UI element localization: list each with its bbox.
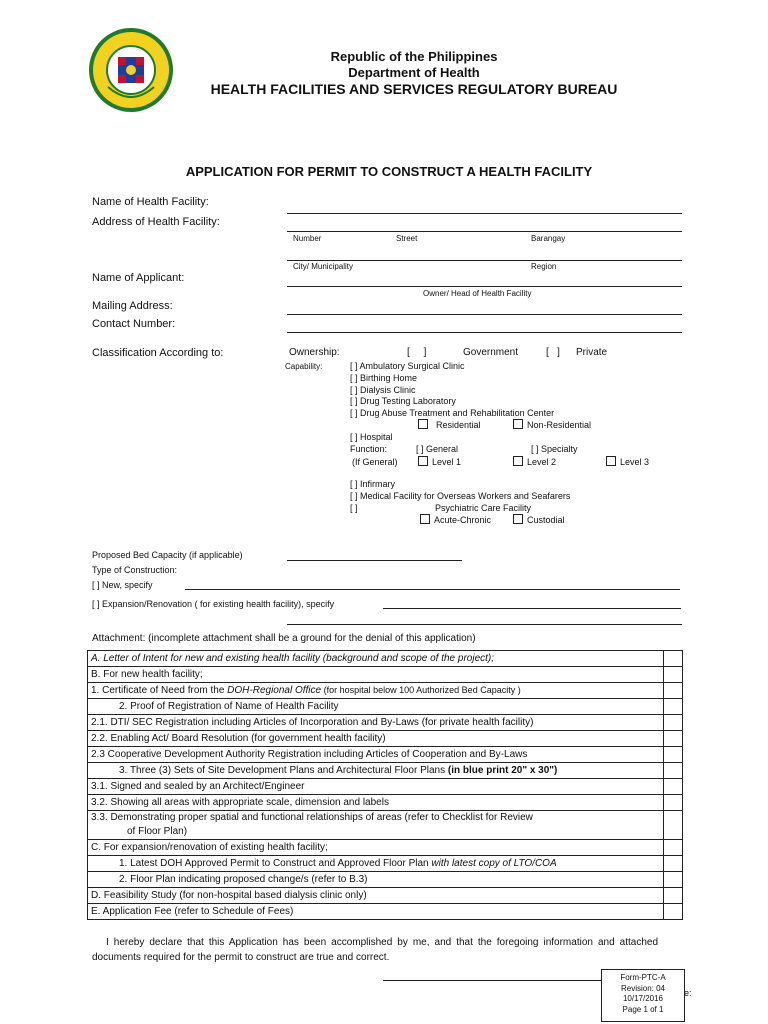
ownership-government-bracket[interactable]: [ ] <box>407 347 427 358</box>
attachments-table <box>87 650 683 920</box>
c1-text: 1. Latest DOH Approved Permit to Construct and Approved Floor Plan <box>119 858 432 869</box>
option-psych-bracket[interactable]: [ ] <box>350 503 358 513</box>
attachment-e: E. Application Fee (refer to Schedule of Fees) <box>88 904 664 920</box>
checkbox-cell[interactable] <box>664 904 683 920</box>
table-row <box>88 840 683 856</box>
option-residential[interactable] <box>418 419 481 430</box>
b33-line-1: 3.3. Demonstrating proper spatial and functional relationships of areas (refer to Checklist for Review <box>91 812 533 823</box>
table-row <box>88 888 683 904</box>
checkbox-cell[interactable] <box>664 683 683 699</box>
table-row <box>88 651 683 667</box>
checkbox-cell[interactable] <box>664 888 683 904</box>
signature-suffix: e: <box>684 988 692 998</box>
checkbox-cell[interactable] <box>664 651 683 667</box>
option-custodial[interactable] <box>513 514 565 525</box>
attachment-b1 <box>88 683 664 699</box>
new-specify-line[interactable] <box>185 589 680 590</box>
label-if-general: (If General) <box>352 457 398 467</box>
attachment-a: A. Letter of Intent for new and existing health facility (background and scope of the project); <box>88 651 664 667</box>
attachment-c: C. For expansion/renovation of existing health facility; <box>88 840 664 856</box>
level-2-checkbox[interactable] <box>513 456 523 466</box>
attachment-c1 <box>88 856 664 872</box>
option-level-3[interactable] <box>606 456 649 467</box>
label-psych: Psychiatric Care Facility <box>435 503 532 513</box>
b3-text: 3. Three (3) Sets of Site Development Plans and Architectural Floor Plans <box>119 765 448 776</box>
expansion-specify-line[interactable] <box>383 608 681 609</box>
address-line-2[interactable] <box>287 260 682 261</box>
option-ofw-facility[interactable]: [ ] Medical Facility for Overseas Workers and Seafarers <box>350 491 571 501</box>
level-1-checkbox[interactable] <box>418 456 428 466</box>
label-classification: Classification According to: <box>92 347 224 359</box>
checkbox-cell[interactable] <box>664 747 683 763</box>
table-row <box>88 699 683 715</box>
option-new[interactable]: [ ] New, specify <box>92 580 153 590</box>
option-birthing[interactable]: [ ] Birthing Home <box>350 373 418 383</box>
attachment-c2: 2. Floor Plan indicating proposed change/s (refer to B.3) <box>88 872 664 888</box>
level-1-label: Level 1 <box>432 457 462 467</box>
label-applicant: Name of Applicant: <box>92 272 185 284</box>
option-infirmary[interactable]: [ ] Infirmary <box>350 479 396 489</box>
table-row <box>88 856 683 872</box>
checkbox-cell[interactable] <box>664 779 683 795</box>
ownership-private-bracket[interactable]: [ ] <box>546 347 560 358</box>
table-row <box>88 811 683 840</box>
applicant-line[interactable] <box>287 286 682 287</box>
table-row <box>88 683 683 699</box>
form-code: Form-PTC-A <box>620 973 666 982</box>
signature-line[interactable] <box>383 980 601 981</box>
table-row <box>88 795 683 811</box>
level-2-label: Level 2 <box>527 457 557 467</box>
header-bureau: HEALTH FACILITIES AND SERVICES REGULATORY BUREAU <box>210 81 618 97</box>
checkbox-cell[interactable] <box>664 699 683 715</box>
label-bed-capacity: Proposed Bed Capacity (if applicable) <box>92 550 243 560</box>
form-title: APPLICATION FOR PERMIT TO CONSTRUCT A HEALTH FACILITY <box>185 164 593 179</box>
residential-checkbox[interactable] <box>418 419 428 429</box>
form-info-box <box>601 969 685 1022</box>
attachment-b22: 2.2. Enabling Act/ Board Resolution (for government health facility) <box>88 731 664 747</box>
attachment-b33 <box>88 811 664 840</box>
caption-street: Street <box>396 234 418 243</box>
mailing-line[interactable] <box>287 314 682 315</box>
header-department: Department of Health <box>348 65 480 80</box>
label-contact: Contact Number: <box>92 318 176 330</box>
non-residential-checkbox[interactable] <box>513 419 523 429</box>
caption-city: City/ Municipality <box>293 262 354 271</box>
ownership-private-label: Private <box>576 347 608 358</box>
caption-number: Number <box>293 234 322 243</box>
table-row <box>88 731 683 747</box>
option-level-1[interactable] <box>418 456 461 467</box>
option-non-residential[interactable] <box>513 419 591 430</box>
c1-italic: with latest copy of LTO/COA <box>431 858 557 869</box>
custodial-checkbox[interactable] <box>513 514 523 524</box>
option-acute-chronic[interactable] <box>420 514 491 525</box>
non-residential-label: Non-Residential <box>527 420 592 430</box>
table-row <box>88 904 683 920</box>
b3-bold: (in blue print 20" x 30") <box>447 765 558 776</box>
b1-text: 1. Certificate of Need from the <box>91 685 228 696</box>
table-row <box>88 779 683 795</box>
attachment-b23: 2.3 Cooperative Development Authority Registration including Articles of Cooperation and By-Laws <box>88 747 664 763</box>
contact-line[interactable] <box>287 332 682 333</box>
header-republic: Republic of the Philippines <box>330 49 498 64</box>
attachment-b32: 3.2. Showing all areas with appropriate scale, dimension and labels <box>88 795 664 811</box>
expansion-specify-line-2[interactable] <box>287 624 682 625</box>
attachment-header: Attachment: (incomplete attachment shall be a ground for the denial of this application) <box>92 633 476 644</box>
option-drug-abuse[interactable]: [ ] Drug Abuse Treatment and Rehabilitation Center <box>350 408 555 418</box>
option-general[interactable]: [ ] General <box>416 444 459 454</box>
b1-italic: DOH-Regional Office <box>227 685 322 696</box>
label-ownership: Ownership: <box>289 347 340 358</box>
form-date: 10/17/2016 <box>622 994 664 1003</box>
acute-chronic-checkbox[interactable] <box>420 514 430 524</box>
attachment-b31: 3.1. Signed and sealed by an Architect/Engineer <box>88 779 664 795</box>
table-row <box>88 872 683 888</box>
checkbox-cell[interactable] <box>664 667 683 683</box>
option-ambulatory[interactable]: [ ] Ambulatory Surgical Clinic <box>350 361 465 371</box>
label-mailing: Mailing Address: <box>92 300 173 312</box>
caption-barangay: Barangay <box>531 234 566 243</box>
checkbox-cell[interactable] <box>664 840 683 856</box>
option-expansion[interactable]: [ ] Expansion/Renovation ( for existing health facility), specify <box>92 599 335 609</box>
attachment-d: D. Feasibility Study (for non-hospital based dialysis clinic only) <box>88 888 664 904</box>
checkbox-cell[interactable] <box>664 795 683 811</box>
caption-owner: Owner/ Head of Health Facility <box>423 289 532 298</box>
label-facility-name: Name of Health Facility: <box>92 196 209 208</box>
checkbox-cell[interactable] <box>664 872 683 888</box>
bed-capacity-line[interactable] <box>287 560 462 561</box>
table-row <box>88 667 683 683</box>
label-capability: Capability: <box>285 362 323 371</box>
acute-chronic-label: Acute-Chronic <box>434 515 492 525</box>
form-page: Page 1 of 1 <box>622 1004 664 1014</box>
option-dialysis[interactable]: [ ] Dialysis Clinic <box>350 385 416 395</box>
checkbox-cell[interactable] <box>664 763 683 779</box>
label-construction-type: Type of Construction: <box>92 565 178 575</box>
address-line-1[interactable] <box>287 231 682 232</box>
level-3-checkbox[interactable] <box>606 456 616 466</box>
b33-line-2: of Floor Plan) <box>127 826 188 837</box>
option-specialty[interactable]: [ ] Specialty <box>531 444 578 454</box>
facility-name-line[interactable] <box>287 213 682 214</box>
table-row <box>88 763 683 779</box>
attachment-b2: 2. Proof of Registration of Name of Health Facility <box>88 699 664 715</box>
b1-note: (for hospital below 100 Authorized Bed Capacity ) <box>321 685 521 695</box>
form-revision: Revision: 04 <box>620 983 666 993</box>
label-address: Address of Health Facility: <box>92 216 220 228</box>
checkbox-cell[interactable] <box>664 856 683 872</box>
caption-region: Region <box>531 262 557 271</box>
table-row <box>88 747 683 763</box>
checkbox-cell[interactable] <box>664 715 683 731</box>
option-hospital[interactable]: [ ] Hospital <box>350 432 393 442</box>
checkbox-cell[interactable] <box>664 811 683 840</box>
custodial-label: Custodial <box>527 515 565 525</box>
attachment-b3 <box>88 763 664 779</box>
table-row <box>88 715 683 731</box>
ownership-government-label: Government <box>463 347 519 358</box>
option-level-2[interactable] <box>513 456 556 467</box>
residential-label: Residential <box>436 420 481 430</box>
attachment-b: B. For new health facility; <box>88 667 664 683</box>
level-3-label: Level 3 <box>620 457 650 467</box>
option-drug-testing[interactable]: [ ] Drug Testing Laboratory <box>350 396 456 406</box>
attachment-b21: 2.1. DTI/ SEC Registration including Articles of Incorporation and By-Laws (for private health facility) <box>88 715 664 731</box>
label-function: Function: <box>350 444 388 454</box>
declaration-text: I hereby declare that this Application has been accomplished by me, and that the foregoing information and attached documents required for the permit to construct are true and correct. <box>92 937 658 963</box>
checkbox-cell[interactable] <box>664 731 683 747</box>
